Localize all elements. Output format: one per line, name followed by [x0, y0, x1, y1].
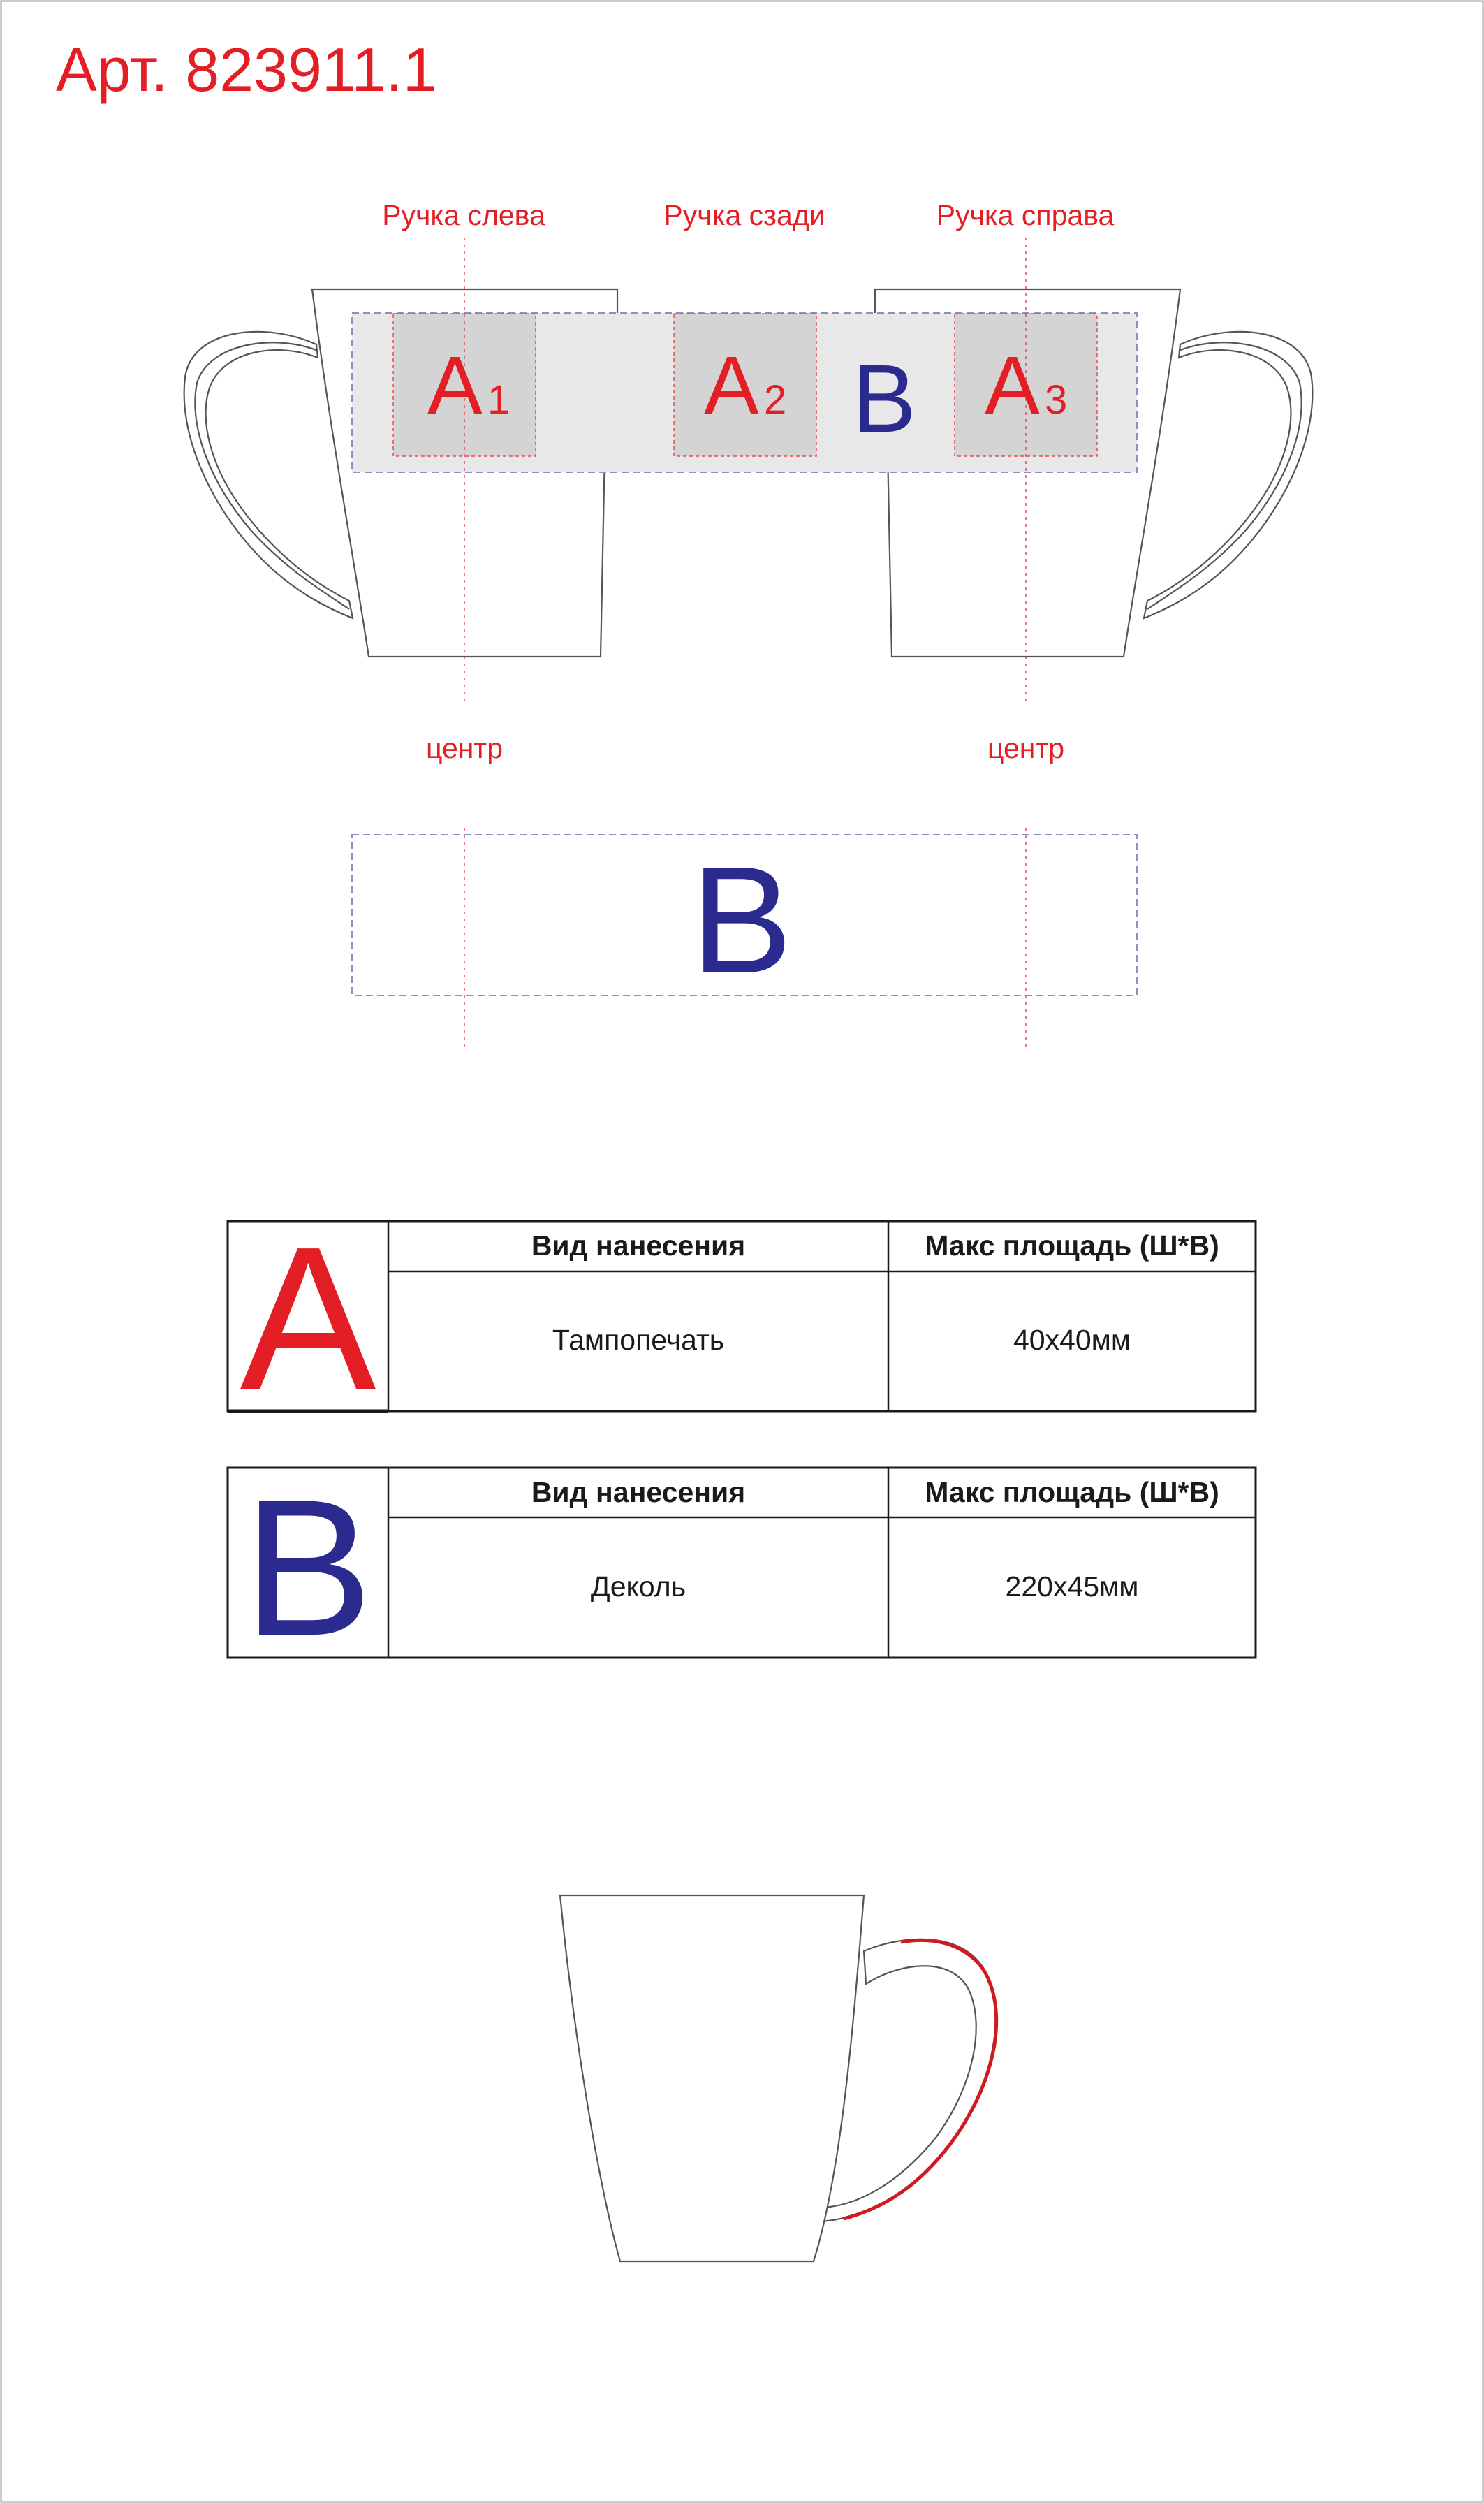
- table-a: [228, 1204, 1256, 1432]
- zone-a1-letter: A: [427, 340, 483, 432]
- zone-a2-index: 2: [764, 377, 787, 423]
- mug-side-view: [560, 1895, 996, 2261]
- zone-a3-index: 3: [1045, 377, 1068, 423]
- table-b-area: 220x45мм: [1005, 1570, 1139, 1603]
- table-b-col2-header: Макс площадь (Ш*В): [925, 1476, 1219, 1508]
- article-title: Арт. 823911.1: [56, 35, 437, 104]
- table-a-area: 40x40мм: [1013, 1324, 1131, 1356]
- table-a-col1-header: Вид нанесения: [531, 1229, 746, 1262]
- table-a-method: Тампопечать: [552, 1324, 725, 1356]
- zone-a1-index: 1: [487, 377, 510, 423]
- table-b-letter: B: [243, 1459, 373, 1676]
- table-a-letter: A: [240, 1204, 376, 1432]
- zone-a3-letter: A: [985, 340, 1040, 432]
- zone-b-letter: B: [852, 345, 917, 453]
- label-handle-right: Ручка справа: [936, 199, 1115, 231]
- table-b: [228, 1459, 1256, 1676]
- label-handle-back: Ручка сзади: [663, 199, 825, 231]
- table-b-method: Деколь: [590, 1570, 686, 1603]
- label-handle-left: Ручка слева: [382, 199, 545, 231]
- zone-b-wide-letter: B: [691, 835, 793, 1005]
- label-center-right: центр: [987, 732, 1065, 764]
- table-b-col1-header: Вид нанесения: [531, 1476, 746, 1508]
- table-a-col2-header: Макс площадь (Ш*В): [925, 1229, 1219, 1262]
- label-center-left: центр: [425, 732, 504, 764]
- zone-a2-letter: A: [704, 340, 759, 432]
